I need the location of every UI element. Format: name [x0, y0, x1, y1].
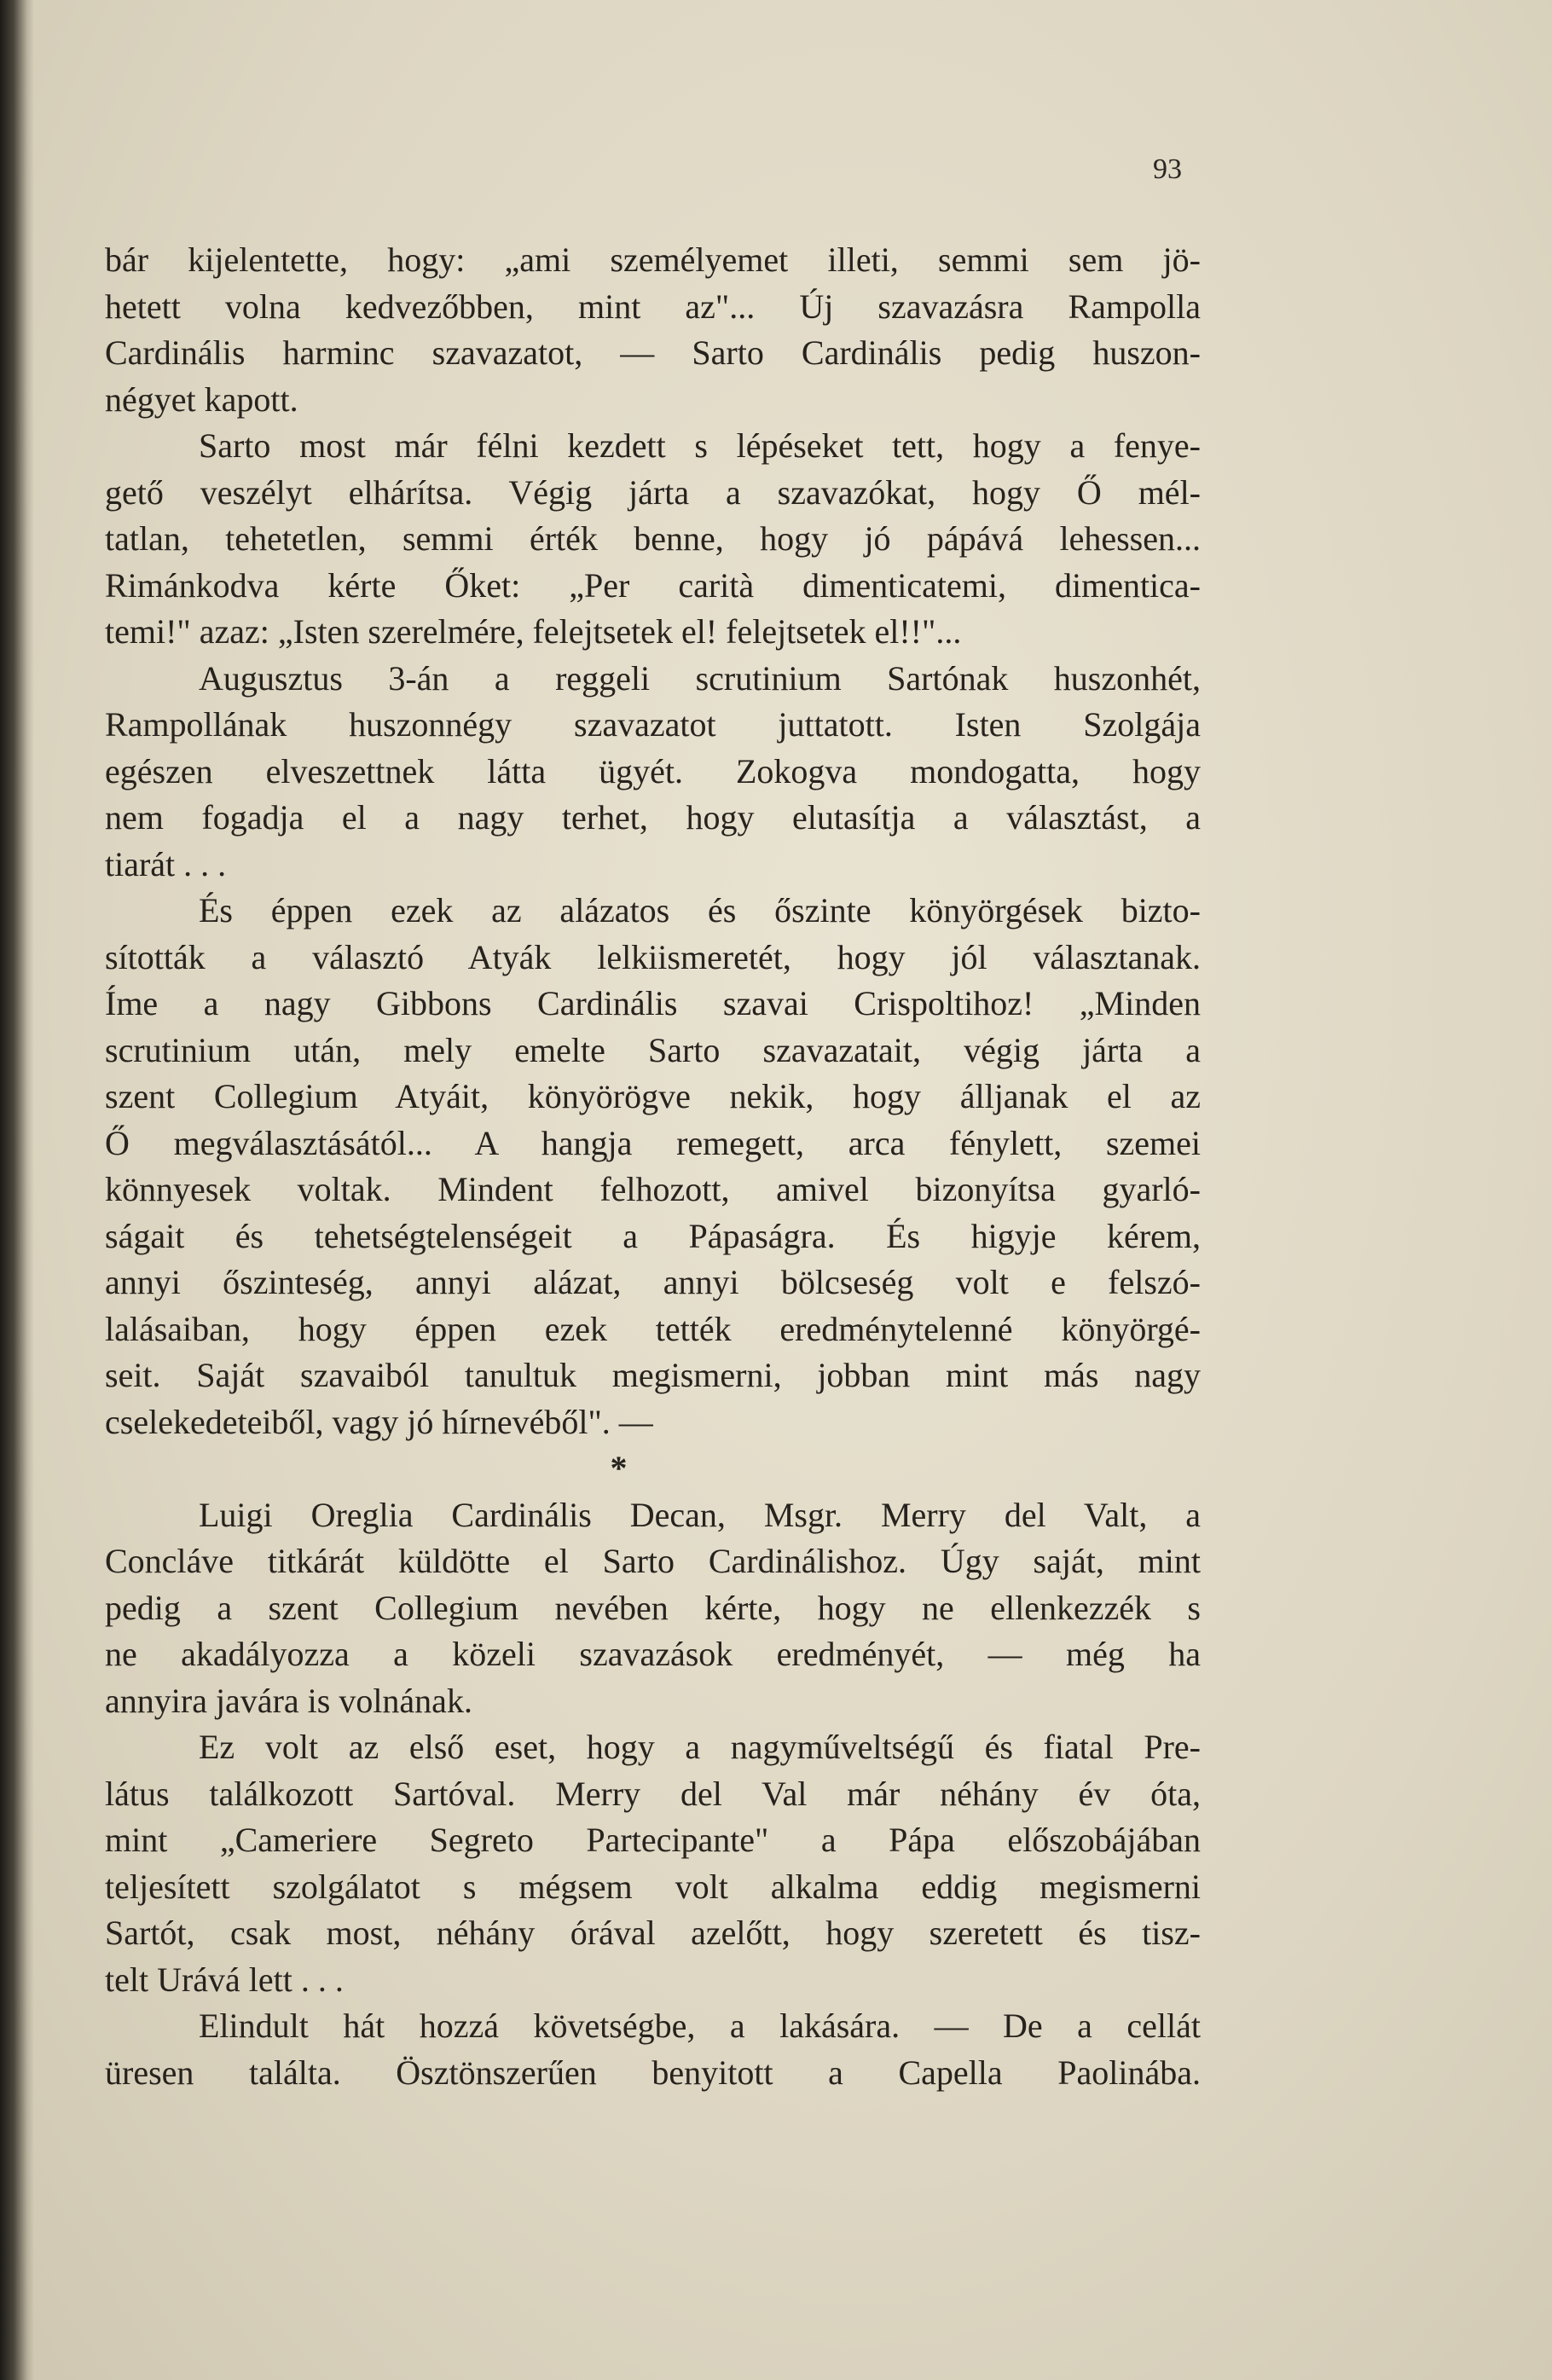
spine-shadow: [0, 0, 34, 2380]
text-line: Elindult hát hozzá követségbe, a lakására. — De a cellát: [199, 2006, 1201, 2045]
text-line: egészen elveszettnek látta ügyét. Zokogva mondogatta, hogy: [105, 751, 1201, 790]
text-line: sították a választó Atyák lelkiismeretét, hogy jól választanak.: [105, 937, 1201, 976]
text-line: látus találkozott Sartóval. Merry del Val már néhány év óta,: [105, 1774, 1201, 1813]
text-line: Sarto most már félni kezdett s lépéseket tett, hogy a fenye-: [199, 426, 1201, 465]
body-text: [105, 237, 1201, 2096]
text-line: lalásaiban, hogy éppen ezek tették eredménytelenné könyörgé-: [105, 1309, 1201, 1348]
text-line: Augusztus 3-án a reggeli scrutinium Sartónak huszonhét,: [199, 658, 1201, 698]
text-line: ságait és tehetségtelenségeit a Pápaságra. És higyje kérem,: [105, 1216, 1201, 1255]
text-line: Ő megválasztásától... A hangja remegett, arca fénylett, szemei: [105, 1123, 1201, 1162]
text-line: tatlan, tehetetlen, semmi érték benne, hogy jó pápává lehessen...: [105, 519, 1201, 558]
text-line: Rampollának huszonnégy szavazatot juttatott. Isten Szolgája: [105, 705, 1201, 744]
page-number: 93: [1153, 153, 1182, 185]
text-line: temi!" azaz: „Isten szerelmére, felejtsetek el! felejtsetek el!!"...: [105, 612, 962, 651]
text-line: annyi őszinteség, annyi alázat, annyi bölcseség volt e felszó-: [105, 1263, 1201, 1301]
text-line: hetett volna kedvezőbben, mint az"... Új szavazásra Rampolla: [105, 287, 1201, 326]
text-line: scrutinium után, mely emelte Sarto szavazatait, végig járta a: [105, 1030, 1201, 1069]
text-line: Cardinális harminc szavazatot, — Sarto Cardinális pedig huszon-: [105, 333, 1201, 372]
text-line: négyet kapott.: [105, 379, 298, 419]
text-line: pedig a szent Collegium nevében kérte, hogy ne ellenkezzék s: [105, 1588, 1201, 1627]
text-part-2: [105, 1492, 1201, 2097]
text-line: szent Collegium Atyáit, könyörögve nekik, hogy álljanak el az: [105, 1077, 1201, 1115]
text-line: Íme a nagy Gibbons Cardinális szavai Crispoltihoz! „Minden: [105, 984, 1201, 1022]
text-line: cselekedeteiből, vagy jó hírnevéből". —: [105, 1402, 653, 1441]
text-line: gető veszélyt elhárítsa. Végig járta a szavazókat, hogy Ő mél-: [105, 472, 1201, 512]
text-part-1: [105, 237, 1201, 1445]
text-line: Sartót, csak most, néhány órával azelőtt, hogy szeretett és tisz-: [105, 1914, 1201, 1952]
text-line: És éppen ezek az alázatos és őszinte könyörgések bizto-: [199, 891, 1201, 929]
text-line: Ez volt az első eset, hogy a nagyműveltségű és fiatal Pre-: [199, 1728, 1201, 1766]
text-line: annyira javára is volnának.: [105, 1681, 472, 1720]
text-line: nem fogadja el a nagy terhet, hogy elutasítja a választást, a: [105, 798, 1201, 837]
text-line: bár kijelentette, hogy: „ami személyemet illeti, semmi sem jö-: [105, 240, 1201, 279]
text-line: Concláve titkárát küldötte el Sarto Cardinálishoz. Úgy saját, mint: [105, 1542, 1201, 1580]
text-line: teljesített szolgálatot s mégsem volt alkalma eddig megismerni: [105, 1867, 1201, 1906]
text-line: seit. Saját szavaiból tanultuk megismerni, jobban mint más nagy: [105, 1356, 1201, 1394]
text-line: üresen találta. Ösztönszerűen benyitott a Capella Paolinába.: [105, 2053, 1201, 2092]
text-line: könnyesek voltak. Mindent felhozott, amivel bizonyítsa gyarló-: [105, 1170, 1201, 1208]
text-line: telt Urává lett . . .: [105, 1960, 344, 1999]
section-separator: *: [610, 1449, 628, 1487]
text-line: Luigi Oreglia Cardinális Decan, Msgr. Merry del Valt, a: [199, 1495, 1201, 1534]
text-line: mint „Cameriere Segreto Partecipante" a Pápa előszobájában: [105, 1821, 1201, 1859]
text-line: tiarát . . .: [105, 844, 227, 883]
text-line: ne akadályozza a közeli szavazások eredményét, — még ha: [105, 1635, 1201, 1673]
text-line: Rimánkodva kérte Őket: „Per carità dimenticatemi, dimentica-: [105, 565, 1201, 605]
